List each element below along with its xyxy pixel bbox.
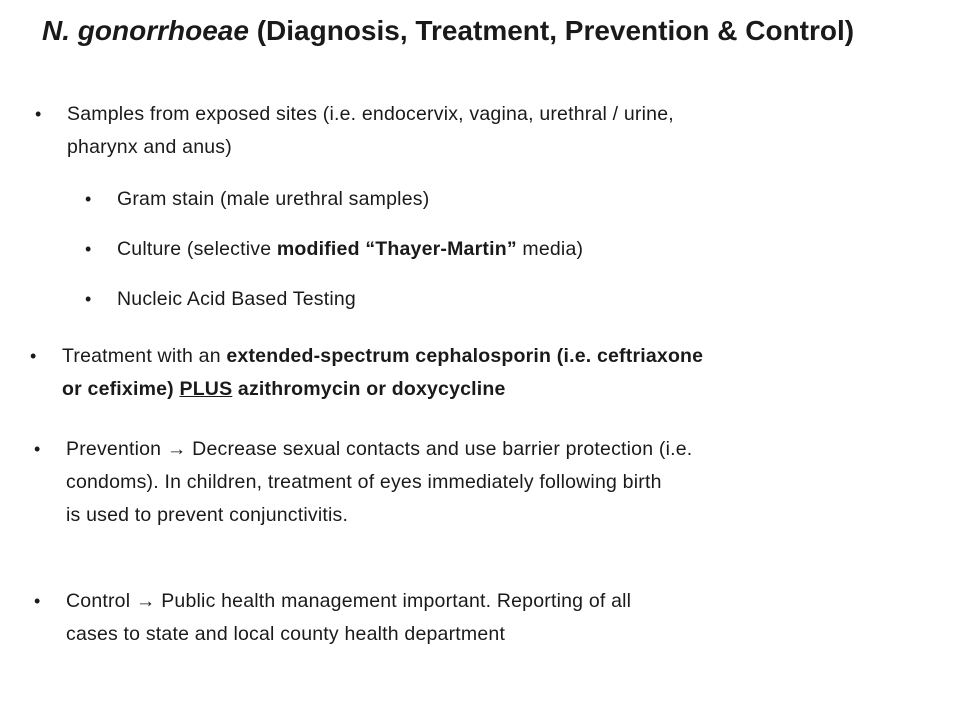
sub-bullet-text: Nucleic Acid Based Testing	[117, 288, 356, 310]
title-organism: N. gonorrhoeae	[42, 15, 249, 46]
bullet-dot: •	[85, 189, 92, 209]
treatment-cephalosporin: extended-spectrum cephalosporin (i.e. ceftriaxone	[226, 345, 704, 367]
sub-bullet-gram-stain	[85, 183, 897, 216]
bullet-diagnosis-samples	[35, 98, 897, 164]
arrow-right-icon: →	[135, 590, 156, 612]
treatment-plus: PLUS	[179, 378, 233, 400]
treatment-prefix: Treatment with an	[62, 345, 227, 367]
prevention-label: Prevention	[66, 438, 167, 460]
treatment-azithromycin: azithromycin or doxycycline	[232, 378, 506, 400]
bullet-control	[34, 585, 911, 651]
bullet-dot: •	[34, 439, 41, 459]
sub-bullet-text: Gram stain (male urethral samples)	[117, 188, 430, 210]
slide-title	[42, 8, 922, 54]
prevention-line-3: is used to prevent conjunctivitis.	[66, 504, 349, 526]
diagnosis-line-2: pharynx and anus)	[67, 136, 232, 158]
bullet-prevention	[34, 433, 911, 532]
culture-media-name: modified “Thayer-Martin”	[276, 238, 517, 260]
bullet-dot: •	[30, 346, 37, 366]
bullet-dot: •	[85, 239, 92, 259]
control-label: Control	[66, 590, 136, 612]
bullet-dot: •	[35, 104, 42, 124]
treatment-cefixime: or cefixime)	[62, 378, 180, 400]
bullet-dot: •	[85, 289, 92, 309]
control-line-1: Public health management important. Reporting of all	[155, 590, 632, 612]
culture-prefix: Culture (selective	[117, 238, 277, 260]
prevention-line-2: condoms). In children, treatment of eyes immediately following birth	[66, 471, 662, 493]
title-topics: (Diagnosis, Treatment, Prevention & Control)	[248, 15, 855, 46]
culture-suffix: media)	[516, 238, 584, 260]
bullet-dot: •	[34, 591, 41, 611]
control-line-2: cases to state and local county health department	[66, 623, 506, 645]
prevention-line-1: Decrease sexual contacts and use barrier protection (i.e.	[186, 438, 693, 460]
sub-bullet-culture	[85, 233, 897, 266]
sub-bullet-naat	[85, 283, 897, 316]
arrow-right-icon: →	[166, 438, 187, 460]
bullet-treatment	[30, 340, 907, 406]
diagnosis-line-1: Samples from exposed sites (i.e. endocervix, vagina, urethral / urine,	[67, 103, 674, 125]
